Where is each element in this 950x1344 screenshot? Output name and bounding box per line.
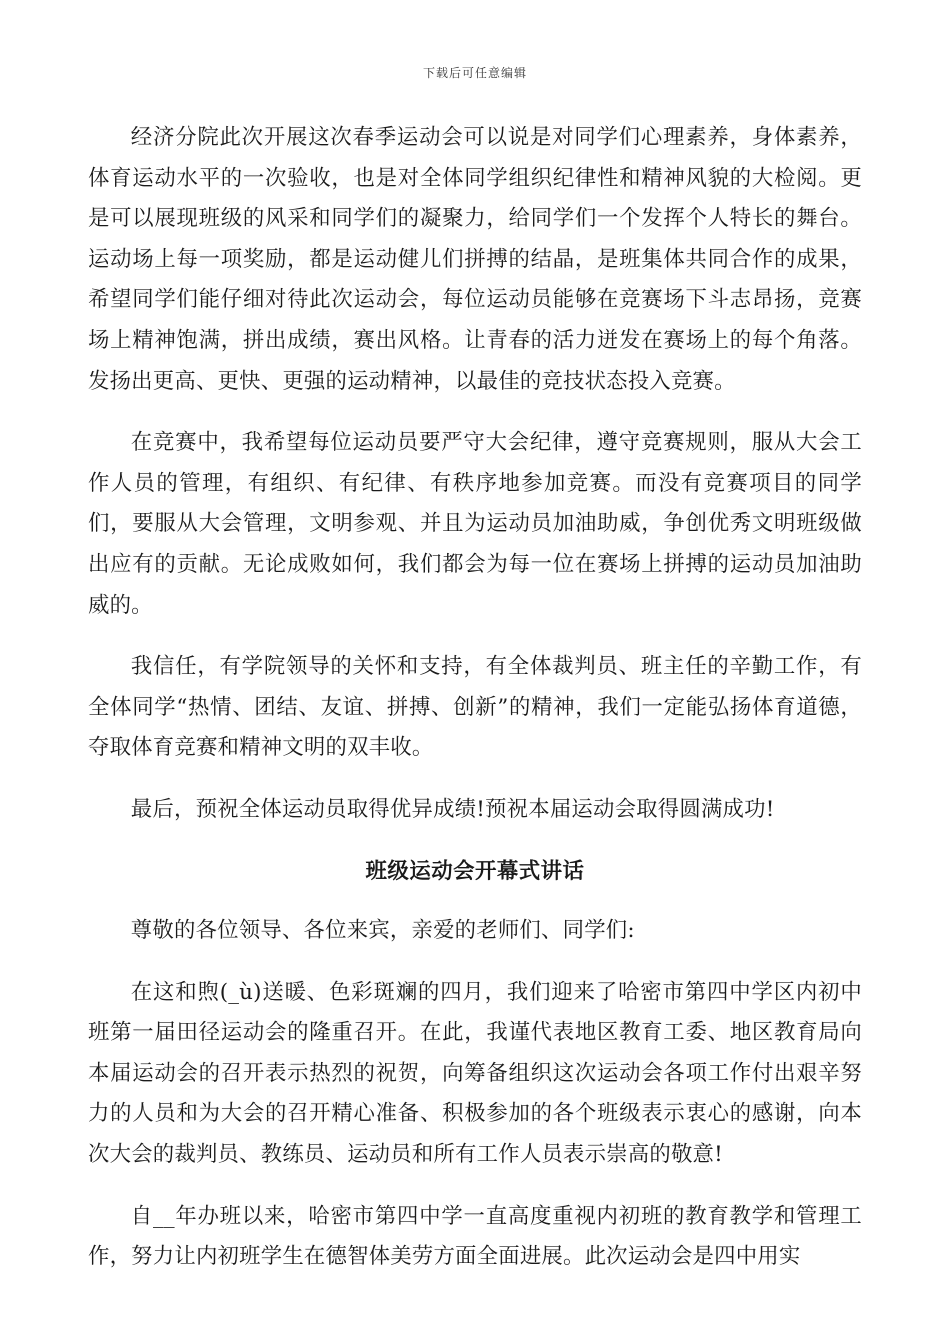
paragraph: 我信任，有学院领导的关怀和支持，有全体裁判员、班主任的辛勤工作，有全体同学“热情、团结、友谊、拼搏、创新”的精神，我们一定能弘扬体育道德，夺取体育竞赛和精神文明的双丰收。 [88,654,862,761]
header-note: 下载后可任意编辑 [422,66,527,80]
paragraph: 最后，预祝全体运动员取得优异成绩!预祝本届运动会取得圆满成功! [130,796,775,822]
paragraph: 在这和煦(_ù)送暖、色彩斑斓的四月，我们迎来了哈密市第四中学区内初中班第一届田径运动会的隆重召开。在此，我谨代表地区教育工委、地区教育局向本届运动会的召开表示热烈的祝贺，向筹备组织这次运动会各项工作付出艰辛努力的人员和为大会的召开精心准备、积极参加的各个班级表示衷心的感谢，向本次大会的裁判员、教练员、运动员和所有工作人员表示崇高的敬意! [88,979,862,1168]
paragraph: 在竞赛中，我希望每位运动员要严守大会纪律，遵守竞赛规则，服从大会工作人员的管理，有组织、有纪律、有秩序地参加竞赛。而没有竞赛项目的同学们，要服从大会管理，文明参观、并且为运动员加油助威，争创优秀文明班级做出应有的贡献。无论成败如何，我们都会为每一位在赛场上拼搏的运动员加油助威的。 [88,430,862,618]
paragraph: 自__年办班以来，哈密市第四中学一直高度重视内初班的教育教学和管理工作，努力让内初班学生在德智体美劳方面全面进展。此次运动会是四中用实 [88,1203,862,1270]
paragraph: 经济分院此次开展这次春季运动会可以说是对同学们心理素养，身体素养，体育运动水平的一次验收，也是对全体同学组织纪律性和精神风貌的大检阅。更是可以展现班级的风采和同学们的凝聚力，给同学们一个发挥个人特长的舞台。运动场上每一项奖励，都是运动健儿们拼搏的结晶，是班集体共同合作的成果，希望同学们能仔细对待此次运动会，每位运动员能够在竞赛场下斗志昂扬，竞赛场上精神饱满，拼出成绩，赛出风格。让青春的活力迸发在赛场上的每个角落。发扬出更高、更快、更强的运动精神，以最佳的竞技状态投入竞赛。 [88,125,862,394]
salutation: 尊敬的各位领导、各位来宾，亲爱的老师们、同学们: [130,918,635,944]
section-title: 班级运动会开幕式讲话 [365,858,585,884]
document-body [88,118,862,1299]
